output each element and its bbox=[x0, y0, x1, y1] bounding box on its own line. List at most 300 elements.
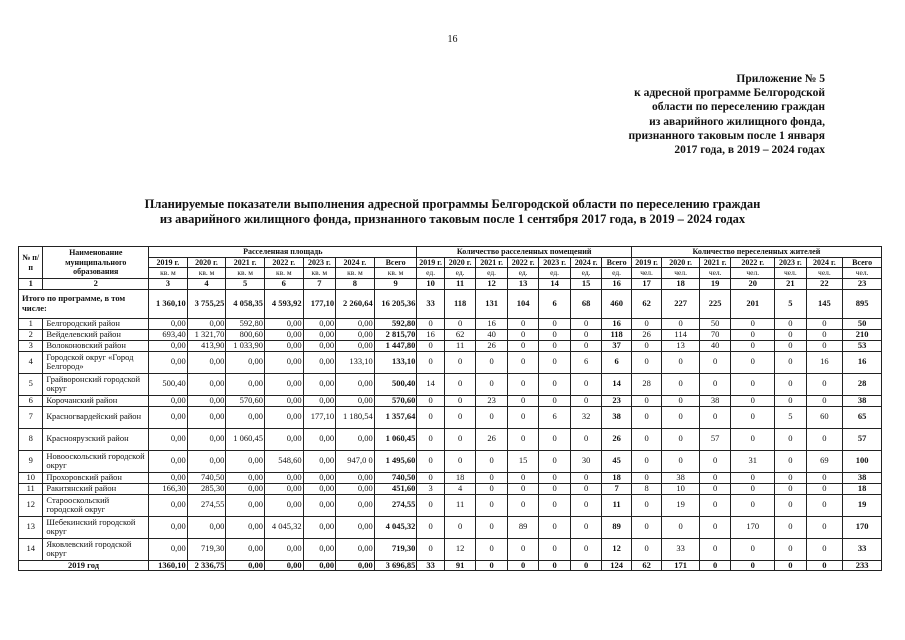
value-cell: 0 bbox=[476, 516, 508, 538]
value-cell: 19 bbox=[843, 494, 882, 516]
value-cell: 0,00 bbox=[264, 318, 303, 329]
value-cell: 0,00 bbox=[149, 318, 188, 329]
value-cell: 0 bbox=[631, 318, 661, 329]
value-cell: 31 bbox=[731, 450, 775, 472]
value-cell: 0,00 bbox=[264, 351, 303, 373]
value-cell: 4 045,32 bbox=[264, 516, 303, 538]
value-cell: 0,00 bbox=[303, 318, 336, 329]
value-cell: 0,00 bbox=[303, 483, 336, 494]
value-cell: 32 bbox=[570, 406, 602, 428]
people-unit: чел. bbox=[631, 268, 661, 279]
value-cell: 60 bbox=[806, 406, 843, 428]
value-cell: 0 bbox=[417, 340, 444, 351]
value-cell: 0 bbox=[631, 406, 661, 428]
column-number: 18 bbox=[662, 279, 700, 290]
table-row bbox=[19, 406, 882, 428]
municipality-name: Новооскольский городской округ bbox=[43, 450, 149, 472]
value-cell: 0 bbox=[417, 395, 444, 406]
people-year-header: 2023 г. bbox=[775, 257, 807, 268]
table-row bbox=[19, 516, 882, 538]
value-cell: 2 815,70 bbox=[374, 329, 417, 340]
value-cell: 285,30 bbox=[187, 483, 226, 494]
value-cell: 18 bbox=[602, 472, 631, 483]
value-cell: 0,00 bbox=[336, 516, 375, 538]
value-cell: 177,10 bbox=[303, 406, 336, 428]
value-cell: 0 bbox=[699, 538, 731, 560]
value-cell: 0,00 bbox=[187, 395, 226, 406]
value-cell: 28 bbox=[631, 373, 661, 395]
value-cell: 33 bbox=[662, 538, 700, 560]
row-number: 2 bbox=[19, 329, 43, 340]
rooms-year-header: 2024 г. bbox=[570, 257, 602, 268]
value-cell: 170 bbox=[843, 516, 882, 538]
people-unit: чел. bbox=[731, 268, 775, 279]
value-cell: 1 321,70 bbox=[187, 329, 226, 340]
value-cell: 0 bbox=[507, 483, 539, 494]
municipality-name: Яковлевский городской округ bbox=[43, 538, 149, 560]
value-cell: 0 bbox=[699, 516, 731, 538]
value-cell: 0 bbox=[476, 406, 508, 428]
value-cell: 40 bbox=[476, 329, 508, 340]
value-cell: 6 bbox=[539, 406, 571, 428]
value-cell: 2 336,75 bbox=[187, 560, 226, 571]
value-cell: 0 bbox=[731, 483, 775, 494]
value-cell: 30 bbox=[570, 450, 602, 472]
value-cell: 62 bbox=[444, 329, 476, 340]
value-cell: 0,00 bbox=[264, 538, 303, 560]
value-cell: 177,10 bbox=[303, 289, 336, 318]
value-cell: 16 bbox=[843, 351, 882, 373]
value-cell: 0 bbox=[507, 318, 539, 329]
area-year-header: 2021 г. bbox=[226, 257, 265, 268]
row-number: 3 bbox=[19, 340, 43, 351]
table-row bbox=[19, 373, 882, 395]
people-unit: чел. bbox=[662, 268, 700, 279]
value-cell: 10 bbox=[662, 483, 700, 494]
value-cell: 16 bbox=[476, 318, 508, 329]
value-cell: 0,00 bbox=[149, 428, 188, 450]
value-cell: 0 bbox=[444, 406, 476, 428]
value-cell: 0 bbox=[631, 395, 661, 406]
value-cell: 14 bbox=[417, 373, 444, 395]
value-cell: 0,00 bbox=[264, 428, 303, 450]
people-unit: чел. bbox=[699, 268, 731, 279]
value-cell: 0 bbox=[507, 340, 539, 351]
people-year-header: 2019 г. bbox=[631, 257, 661, 268]
rooms-year-header: 2021 г. bbox=[476, 257, 508, 268]
value-cell: 1 447,80 bbox=[374, 340, 417, 351]
value-cell: 451,60 bbox=[374, 483, 417, 494]
value-cell: 0 bbox=[631, 428, 661, 450]
value-cell: 16 bbox=[806, 351, 843, 373]
value-cell: 0,00 bbox=[187, 351, 226, 373]
value-cell: 0,00 bbox=[336, 318, 375, 329]
value-cell: 33 bbox=[417, 560, 444, 571]
value-cell: 6 bbox=[602, 351, 631, 373]
value-cell: 1 357,64 bbox=[374, 406, 417, 428]
total-row bbox=[19, 289, 882, 318]
year-total-label: 2019 год bbox=[19, 560, 149, 571]
value-cell: 0 bbox=[444, 351, 476, 373]
area-year-header: 2020 г. bbox=[187, 257, 226, 268]
indicators-table bbox=[18, 246, 882, 571]
municipality-name: Корочанский район bbox=[43, 395, 149, 406]
value-cell: 0 bbox=[662, 373, 700, 395]
value-cell: 0,00 bbox=[187, 406, 226, 428]
value-cell: 413,90 bbox=[187, 340, 226, 351]
value-cell: 0 bbox=[775, 538, 807, 560]
table-header bbox=[19, 247, 882, 290]
row-number: 11 bbox=[19, 483, 43, 494]
value-cell: 0 bbox=[806, 318, 843, 329]
value-cell: 0,00 bbox=[336, 472, 375, 483]
value-cell: 5 bbox=[775, 406, 807, 428]
value-cell: 0 bbox=[570, 538, 602, 560]
value-cell: 1 033,90 bbox=[226, 340, 265, 351]
value-cell: 0 bbox=[417, 494, 444, 516]
value-cell: 62 bbox=[631, 289, 661, 318]
value-cell: 4 045,32 bbox=[374, 516, 417, 538]
table-row bbox=[19, 318, 882, 329]
area-unit: кв. м bbox=[149, 268, 188, 279]
value-cell: 0 bbox=[417, 516, 444, 538]
value-cell: 0 bbox=[570, 560, 602, 571]
rooms-unit: ед. bbox=[507, 268, 539, 279]
column-number: 9 bbox=[374, 279, 417, 290]
column-number: 23 bbox=[843, 279, 882, 290]
value-cell: 0 bbox=[662, 406, 700, 428]
value-cell: 1360,10 bbox=[149, 560, 188, 571]
value-cell: 0,00 bbox=[303, 351, 336, 373]
value-cell: 0,00 bbox=[149, 472, 188, 483]
value-cell: 0 bbox=[539, 340, 571, 351]
column-numbers-row bbox=[19, 279, 882, 290]
area-unit: кв. м bbox=[303, 268, 336, 279]
column-number: 7 bbox=[303, 279, 336, 290]
total-label: Итого по программе, в том числе: bbox=[19, 289, 149, 318]
value-cell: 0,00 bbox=[149, 516, 188, 538]
row-number: 9 bbox=[19, 450, 43, 472]
value-cell: 0 bbox=[539, 450, 571, 472]
value-cell: 0 bbox=[539, 560, 571, 571]
value-cell: 0,00 bbox=[336, 483, 375, 494]
value-cell: 0 bbox=[444, 516, 476, 538]
value-cell: 0 bbox=[806, 395, 843, 406]
value-cell: 104 bbox=[507, 289, 539, 318]
column-number: 5 bbox=[226, 279, 265, 290]
value-cell: 0,00 bbox=[149, 406, 188, 428]
year-total-row bbox=[19, 560, 882, 571]
title-line: из аварийного жилищного фонда, признанного таковым после 1 сентября 2017 года, в 2019 – 2024 годах bbox=[159, 212, 746, 226]
table-row bbox=[19, 340, 882, 351]
value-cell: 0,00 bbox=[303, 373, 336, 395]
value-cell: 0 bbox=[806, 329, 843, 340]
rooms-unit: ед. bbox=[444, 268, 476, 279]
value-cell: 0 bbox=[507, 472, 539, 483]
value-cell: 0 bbox=[539, 329, 571, 340]
value-cell: 19 bbox=[662, 494, 700, 516]
value-cell: 0,00 bbox=[336, 373, 375, 395]
value-cell: 0 bbox=[507, 494, 539, 516]
municipality-name: Старооскольский городской округ bbox=[43, 494, 149, 516]
value-cell: 0 bbox=[417, 472, 444, 483]
table-row bbox=[19, 483, 882, 494]
value-cell: 89 bbox=[507, 516, 539, 538]
value-cell: 895 bbox=[843, 289, 882, 318]
value-cell: 23 bbox=[476, 395, 508, 406]
value-cell: 145 bbox=[806, 289, 843, 318]
people-year-header: Всего bbox=[843, 257, 882, 268]
value-cell: 45 bbox=[602, 450, 631, 472]
value-cell: 0 bbox=[806, 483, 843, 494]
value-cell: 0,00 bbox=[264, 329, 303, 340]
value-cell: 0 bbox=[806, 516, 843, 538]
column-number: 1 bbox=[19, 279, 43, 290]
value-cell: 0 bbox=[507, 373, 539, 395]
value-cell: 7 bbox=[602, 483, 631, 494]
rooms-year-header: 2022 г. bbox=[507, 257, 539, 268]
value-cell: 50 bbox=[843, 318, 882, 329]
value-cell: 0 bbox=[731, 472, 775, 483]
header-rooms-group: Количество расселенных помещений bbox=[417, 247, 631, 258]
value-cell: 0,00 bbox=[303, 516, 336, 538]
value-cell: 719,30 bbox=[374, 538, 417, 560]
value-cell: 0 bbox=[570, 395, 602, 406]
value-cell: 0 bbox=[806, 494, 843, 516]
value-cell: 1 360,10 bbox=[149, 289, 188, 318]
value-cell: 0 bbox=[631, 494, 661, 516]
value-cell: 0,00 bbox=[187, 450, 226, 472]
municipality-name: Белгородский район bbox=[43, 318, 149, 329]
value-cell: 0 bbox=[507, 351, 539, 373]
value-cell: 1 060,45 bbox=[226, 428, 265, 450]
value-cell: 0 bbox=[417, 450, 444, 472]
value-cell: 16 bbox=[602, 318, 631, 329]
value-cell: 0 bbox=[417, 406, 444, 428]
value-cell: 0 bbox=[662, 395, 700, 406]
municipality-name: Вейделевский район bbox=[43, 329, 149, 340]
value-cell: 0 bbox=[775, 450, 807, 472]
value-cell: 0,00 bbox=[149, 538, 188, 560]
value-cell: 0,00 bbox=[149, 450, 188, 472]
value-cell: 12 bbox=[444, 538, 476, 560]
column-number: 4 bbox=[187, 279, 226, 290]
table-row bbox=[19, 538, 882, 560]
value-cell: 225 bbox=[699, 289, 731, 318]
value-cell: 0 bbox=[570, 329, 602, 340]
value-cell: 0 bbox=[539, 318, 571, 329]
table-row bbox=[19, 472, 882, 483]
value-cell: 118 bbox=[444, 289, 476, 318]
value-cell: 0 bbox=[539, 538, 571, 560]
people-unit: чел. bbox=[806, 268, 843, 279]
value-cell: 201 bbox=[731, 289, 775, 318]
value-cell: 11 bbox=[444, 340, 476, 351]
value-cell: 0 bbox=[444, 450, 476, 472]
rooms-unit: ед. bbox=[602, 268, 631, 279]
value-cell: 23 bbox=[602, 395, 631, 406]
value-cell: 0 bbox=[539, 516, 571, 538]
value-cell: 38 bbox=[843, 395, 882, 406]
rooms-unit: ед. bbox=[539, 268, 571, 279]
value-cell: 62 bbox=[631, 560, 661, 571]
rooms-unit: ед. bbox=[570, 268, 602, 279]
value-cell: 6 bbox=[539, 289, 571, 318]
column-number: 13 bbox=[507, 279, 539, 290]
value-cell: 0 bbox=[570, 516, 602, 538]
value-cell: 65 bbox=[843, 406, 882, 428]
column-number: 16 bbox=[602, 279, 631, 290]
value-cell: 26 bbox=[476, 340, 508, 351]
value-cell: 16 bbox=[417, 329, 444, 340]
value-cell: 16 205,36 bbox=[374, 289, 417, 318]
row-number: 1 bbox=[19, 318, 43, 329]
value-cell: 0 bbox=[417, 538, 444, 560]
header-name: Наименование муниципального образования bbox=[43, 247, 149, 279]
value-cell: 0 bbox=[775, 373, 807, 395]
value-cell: 0 bbox=[775, 494, 807, 516]
value-cell: 570,60 bbox=[226, 395, 265, 406]
municipality-name: Прохоровский район bbox=[43, 472, 149, 483]
value-cell: 18 bbox=[444, 472, 476, 483]
appendix-line: из аварийного жилищного фонда, bbox=[649, 115, 825, 128]
value-cell: 38 bbox=[662, 472, 700, 483]
value-cell: 0 bbox=[775, 472, 807, 483]
municipality-name: Красноярузский район bbox=[43, 428, 149, 450]
value-cell: 0 bbox=[476, 472, 508, 483]
value-cell: 0 bbox=[539, 395, 571, 406]
value-cell: 0 bbox=[775, 516, 807, 538]
value-cell: 0,00 bbox=[187, 516, 226, 538]
value-cell: 0 bbox=[699, 373, 731, 395]
value-cell: 4 058,35 bbox=[226, 289, 265, 318]
value-cell: 14 bbox=[602, 373, 631, 395]
table-row bbox=[19, 450, 882, 472]
value-cell: 0 bbox=[507, 329, 539, 340]
value-cell: 0 bbox=[775, 340, 807, 351]
area-unit: кв. м bbox=[264, 268, 303, 279]
rooms-year-header: 2020 г. bbox=[444, 257, 476, 268]
municipality-name: Красногвардейский район bbox=[43, 406, 149, 428]
value-cell: 13 bbox=[662, 340, 700, 351]
value-cell: 947,0 0 bbox=[336, 450, 375, 472]
value-cell: 0,00 bbox=[303, 472, 336, 483]
area-unit: кв. м bbox=[374, 268, 417, 279]
value-cell: 114 bbox=[662, 329, 700, 340]
header-num: № п/п bbox=[19, 247, 43, 279]
value-cell: 0,00 bbox=[336, 395, 375, 406]
appendix-line: Приложение № 5 bbox=[736, 73, 825, 85]
value-cell: 4 593,92 bbox=[264, 289, 303, 318]
people-unit: чел. bbox=[775, 268, 807, 279]
value-cell: 6 bbox=[570, 351, 602, 373]
value-cell: 0,00 bbox=[264, 340, 303, 351]
value-cell: 0 bbox=[570, 318, 602, 329]
value-cell: 0,00 bbox=[303, 329, 336, 340]
value-cell: 0 bbox=[476, 560, 508, 571]
table-row bbox=[19, 351, 882, 373]
value-cell: 0,00 bbox=[149, 395, 188, 406]
value-cell: 0,00 bbox=[303, 340, 336, 351]
municipality-name: Грайворонский городской округ bbox=[43, 373, 149, 395]
area-year-header: 2024 г. bbox=[336, 257, 375, 268]
appendix-line: признанного таковым после 1 января bbox=[628, 129, 825, 142]
appendix-header bbox=[525, 72, 825, 157]
column-number: 17 bbox=[631, 279, 661, 290]
value-cell: 0 bbox=[539, 373, 571, 395]
column-number: 10 bbox=[417, 279, 444, 290]
value-cell: 0 bbox=[444, 395, 476, 406]
value-cell: 0,00 bbox=[264, 395, 303, 406]
value-cell: 3 696,85 bbox=[374, 560, 417, 571]
row-number: 14 bbox=[19, 538, 43, 560]
value-cell: 0,00 bbox=[303, 428, 336, 450]
value-cell: 166,30 bbox=[149, 483, 188, 494]
value-cell: 33 bbox=[417, 289, 444, 318]
table-body bbox=[19, 289, 882, 571]
value-cell: 0 bbox=[570, 373, 602, 395]
value-cell: 500,40 bbox=[149, 373, 188, 395]
value-cell: 0 bbox=[699, 472, 731, 483]
people-unit: чел. bbox=[843, 268, 882, 279]
value-cell: 0,00 bbox=[187, 373, 226, 395]
value-cell: 38 bbox=[602, 406, 631, 428]
column-number: 3 bbox=[149, 279, 188, 290]
value-cell: 0 bbox=[476, 483, 508, 494]
table-row bbox=[19, 494, 882, 516]
value-cell: 233 bbox=[843, 560, 882, 571]
municipality-name: Волоконовский район bbox=[43, 340, 149, 351]
document-title bbox=[0, 197, 905, 227]
value-cell: 50 bbox=[699, 318, 731, 329]
value-cell: 0 bbox=[417, 428, 444, 450]
value-cell: 0 bbox=[444, 373, 476, 395]
value-cell: 0 bbox=[731, 406, 775, 428]
rooms-unit: ед. bbox=[417, 268, 444, 279]
value-cell: 0,00 bbox=[264, 373, 303, 395]
table-row bbox=[19, 395, 882, 406]
value-cell: 0,00 bbox=[303, 450, 336, 472]
value-cell: 0 bbox=[662, 450, 700, 472]
value-cell: 0 bbox=[731, 351, 775, 373]
value-cell: 0,00 bbox=[264, 472, 303, 483]
value-cell: 0,00 bbox=[303, 560, 336, 571]
value-cell: 0 bbox=[806, 373, 843, 395]
rooms-year-header: 2023 г. bbox=[539, 257, 571, 268]
people-year-header: 2024 г. bbox=[806, 257, 843, 268]
column-number: 22 bbox=[806, 279, 843, 290]
value-cell: 0 bbox=[476, 450, 508, 472]
value-cell: 28 bbox=[843, 373, 882, 395]
value-cell: 0 bbox=[476, 538, 508, 560]
value-cell: 0 bbox=[731, 395, 775, 406]
value-cell: 124 bbox=[602, 560, 631, 571]
value-cell: 70 bbox=[699, 329, 731, 340]
value-cell: 0 bbox=[731, 428, 775, 450]
value-cell: 89 bbox=[602, 516, 631, 538]
value-cell: 15 bbox=[507, 450, 539, 472]
area-unit: кв. м bbox=[187, 268, 226, 279]
value-cell: 0 bbox=[507, 406, 539, 428]
value-cell: 0 bbox=[699, 494, 731, 516]
value-cell: 26 bbox=[602, 428, 631, 450]
value-cell: 0,00 bbox=[264, 406, 303, 428]
value-cell: 0 bbox=[570, 340, 602, 351]
value-cell: 11 bbox=[602, 494, 631, 516]
value-cell: 0 bbox=[631, 538, 661, 560]
value-cell: 0 bbox=[806, 472, 843, 483]
value-cell: 0 bbox=[806, 340, 843, 351]
